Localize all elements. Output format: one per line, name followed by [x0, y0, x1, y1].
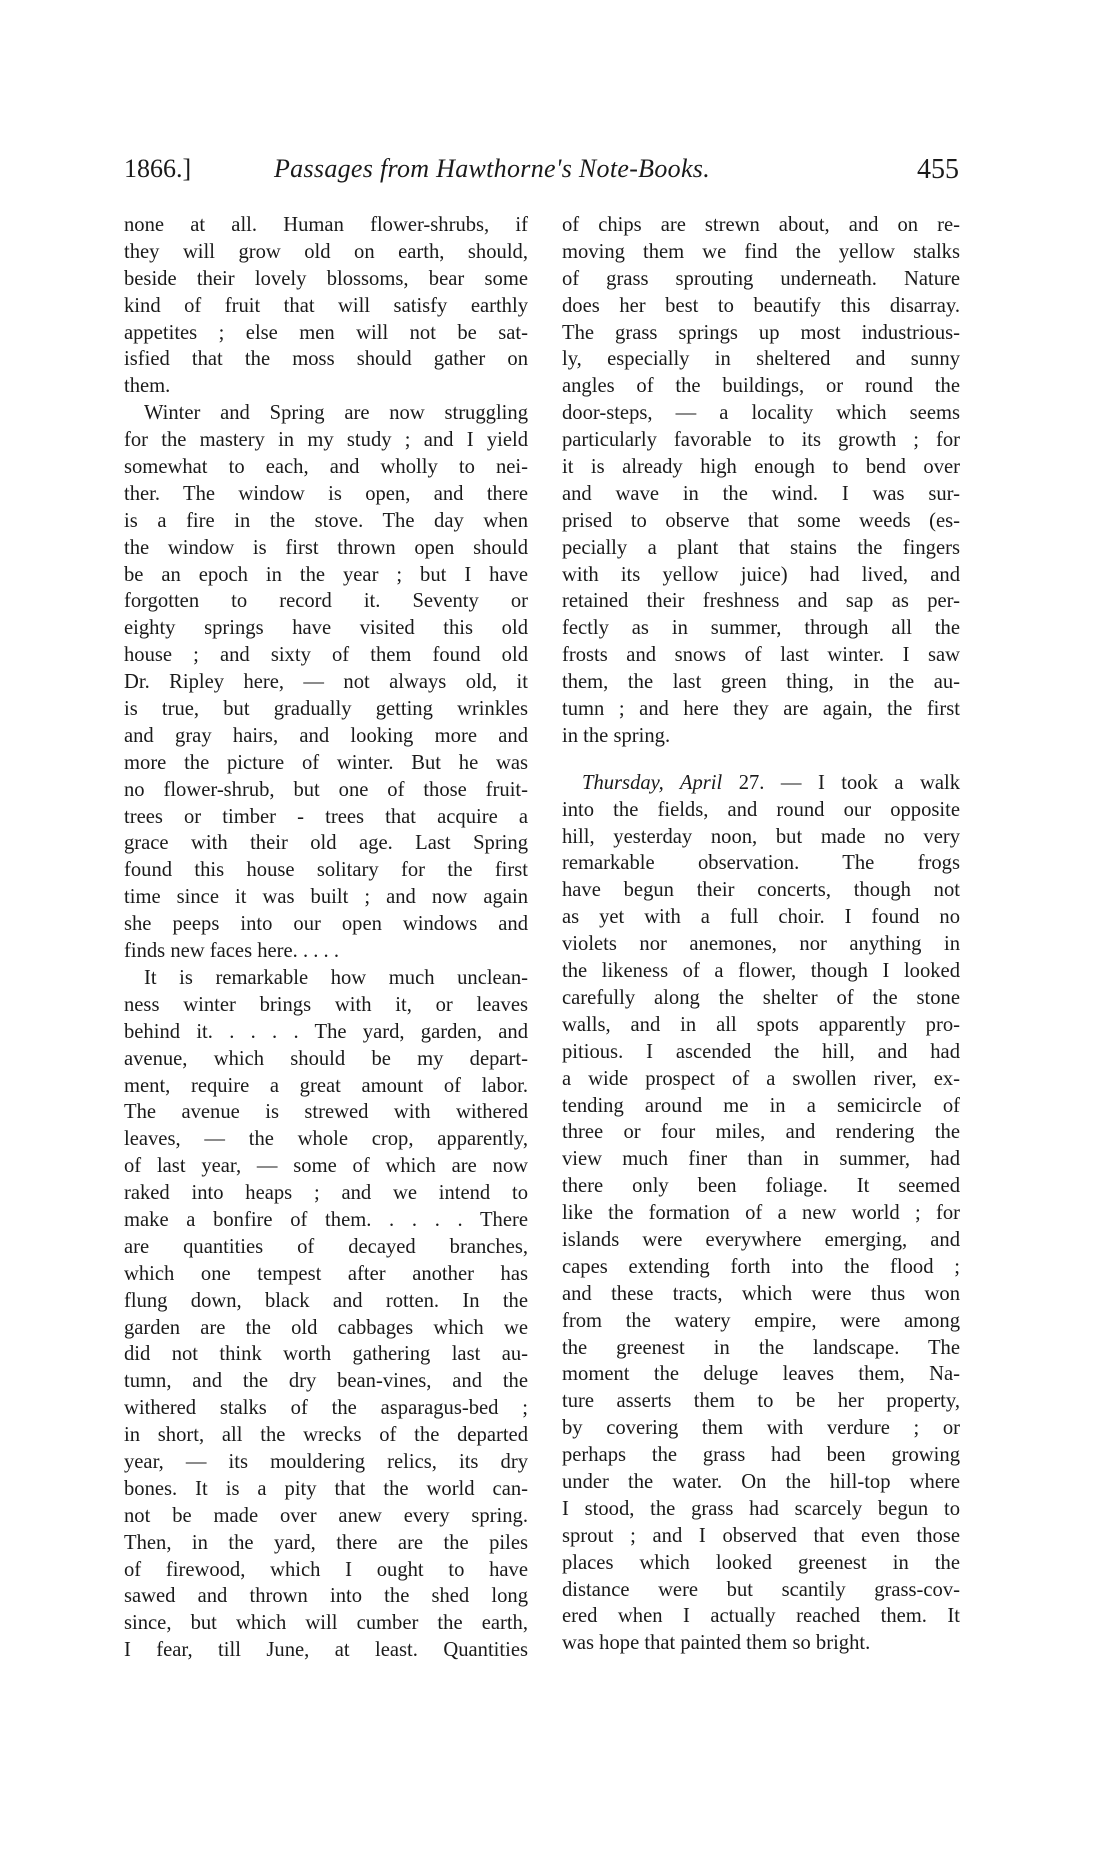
- text-line: raked into heaps ; and we intend to: [124, 1182, 528, 1205]
- text-line: into the fields, and round our opposite: [562, 798, 960, 821]
- text-line: tumn, and the dry bean-vines, and the: [124, 1370, 528, 1393]
- text-line: capes extending forth into the flood ;: [562, 1255, 960, 1278]
- text-line: in short, all the wrecks of the departed: [124, 1424, 528, 1447]
- text-line: frosts and snows of last winter. I saw: [562, 644, 960, 667]
- paragraph-gap: [562, 750, 960, 770]
- text-line: a wide prospect of a swollen river, ex-: [562, 1067, 960, 1090]
- text-line: and gray hairs, and looking more and: [124, 724, 528, 747]
- text-line: pecially a plant that stains the fingers: [562, 536, 960, 559]
- text-line: the likeness of a flower, though I looked: [562, 960, 960, 983]
- text-line: ly, especially in sheltered and sunny: [562, 348, 960, 371]
- text-line: sawed and thrown into the shed long: [124, 1585, 528, 1608]
- text-line: from the watery empire, were among: [562, 1309, 960, 1332]
- left-column: [124, 212, 528, 1664]
- text-line: have begun their concerts, though not: [562, 879, 960, 902]
- text-line: leaves, — the whole crop, apparently,: [124, 1128, 528, 1151]
- text-line: forgotten to record it. Seventy or: [124, 590, 528, 613]
- text-line: them.: [124, 375, 171, 398]
- text-line: kind of fruit that will satisfy earthly: [124, 294, 528, 317]
- text-line: behind it. . . . . The yard, garden, and: [124, 1020, 528, 1043]
- text-line: three or four miles, and rendering the: [562, 1121, 960, 1144]
- text-line: as yet with a full choir. I found no: [562, 906, 960, 929]
- text-line: them, the last green thing, in the au-: [562, 671, 960, 694]
- text-line: flung down, black and rotten. In the: [124, 1289, 528, 1312]
- text-line: the window is first thrown open should: [124, 536, 528, 559]
- text-line: be an epoch in the year ; but I have: [124, 563, 528, 586]
- text-line: is a fire in the stove. The day when: [124, 509, 528, 532]
- text-line: islands were everywhere emerging, and: [562, 1228, 960, 1251]
- text-line: distance were but scantily grass-cov-: [562, 1578, 960, 1601]
- text-line: Winter and Spring are now struggling: [144, 402, 528, 425]
- text-line: are quantities of decayed branches,: [124, 1235, 528, 1258]
- text-line: no flower-shrub, but one of those fruit-: [124, 778, 528, 801]
- text-line: not be made over anew every spring.: [124, 1504, 528, 1527]
- text-line: ther. The window is open, and there: [124, 482, 528, 505]
- text-line: isfied that the moss should gather on: [124, 348, 528, 371]
- text-line: of chips are strewn about, and on re-: [562, 214, 960, 236]
- text-line: is true, but gradually getting wrinkles: [124, 698, 528, 721]
- text-line: of last year, — some of which are now: [124, 1155, 528, 1178]
- journal-entry-heading: [562, 770, 960, 797]
- text-line: more the picture of winter. But he was: [124, 751, 528, 774]
- text-line: tumn ; and here they are again, the first: [562, 698, 960, 721]
- text-line: ment, require a great amount of labor.: [124, 1074, 528, 1097]
- text-line: garden are the old cabbages which we: [124, 1316, 528, 1339]
- text-line: It is remarkable how much unclean-: [144, 966, 528, 989]
- text-line: pitious. I ascended the hill, and had: [562, 1040, 960, 1063]
- text-line: fectly as in summer, through all the: [562, 617, 960, 640]
- text-line: beside their lovely blossoms, bear some: [124, 267, 528, 290]
- text-line: year, — its mouldering relics, its dry: [124, 1450, 528, 1473]
- text-line: which one tempest after another has: [124, 1262, 528, 1285]
- text-line: for the mastery in my study ; and I yield: [124, 429, 528, 452]
- text-line: Dr. Ripley here, — not always old, it: [124, 671, 528, 694]
- text-line: carefully along the shelter of the stone: [562, 986, 960, 1009]
- text-line: of grass sprouting underneath. Nature: [562, 267, 960, 290]
- text-line: Then, in the yard, there are the piles: [124, 1531, 528, 1554]
- text-line: I stood, the grass had scarcely begun to: [562, 1497, 960, 1520]
- text-line: prised to observe that some weeds (es-: [562, 509, 960, 532]
- text-line: I fear, till June, at least. Quantities: [124, 1639, 528, 1662]
- text-line: appetites ; else men will not be sat-: [124, 321, 528, 344]
- entry-date: Thursday, April: [582, 771, 723, 794]
- text-line: ness winter brings with it, or leaves: [124, 993, 528, 1016]
- text-line: moving them we find the yellow stalks: [562, 240, 960, 263]
- text-line: The grass springs up most industrious-: [562, 321, 960, 344]
- text-line: violets nor anemones, nor anything in: [562, 933, 960, 956]
- text-line: trees or timber - trees that acquire a: [124, 805, 528, 828]
- text-line: retained their freshness and sap as per-: [562, 590, 960, 613]
- running-header: [124, 154, 959, 190]
- text-line: the greenest in the landscape. The: [562, 1336, 960, 1359]
- text-line: under the water. On the hill-top where: [562, 1470, 960, 1493]
- text-line: sprout ; and I observed that even those: [562, 1524, 960, 1547]
- entry-day-text: 27. — I took a walk: [722, 771, 960, 794]
- header-title: Passages from Hawthorne's Note-Books.: [274, 154, 711, 183]
- text-line: was hope that painted them so bright.: [562, 1632, 871, 1655]
- text-line: ture asserts them to be her property,: [562, 1390, 960, 1413]
- text-line: ered when I actually reached them. It: [562, 1605, 960, 1628]
- text-line: by covering them with verdure ; or: [562, 1417, 960, 1440]
- text-line: eighty springs have visited this old: [124, 617, 528, 640]
- text-line: there only been foliage. It seemed: [562, 1175, 960, 1198]
- text-line: avenue, which should be my depart-: [124, 1047, 528, 1070]
- right-column: [562, 212, 960, 1657]
- text-line: perhaps the grass had been growing: [562, 1444, 960, 1467]
- text-line: bones. It is a pity that the world can-: [124, 1477, 528, 1500]
- text-line: moment the deluge leaves them, Na-: [562, 1363, 960, 1386]
- text-line: she peeps into our open windows and: [124, 913, 528, 936]
- text-line: and these tracts, which were thus won: [562, 1282, 960, 1305]
- text-line: finds new faces here. . . . .: [124, 940, 340, 963]
- text-line: of firewood, which I ought to have: [124, 1558, 528, 1581]
- text-line: grace with their old age. Last Spring: [124, 832, 528, 855]
- text-line: The avenue is strewed with withered: [124, 1101, 528, 1124]
- text-line: view much finer than in summer, had: [562, 1148, 960, 1171]
- text-line: none at all. Human flower-shrubs, if: [124, 214, 528, 236]
- text-line: did not think worth gathering last au-: [124, 1343, 528, 1366]
- text-line: in the spring.: [562, 724, 671, 747]
- text-line: places which looked greenest in the: [562, 1551, 960, 1574]
- text-line: particularly favorable to its growth ; for: [562, 429, 960, 452]
- text-line: remarkable observation. The frogs: [562, 852, 960, 875]
- text-line: make a bonfire of them. . . . . There: [124, 1208, 528, 1231]
- text-line: time since it was built ; and now again: [124, 886, 528, 909]
- text-line: house ; and sixty of them found old: [124, 644, 528, 667]
- header-year: 1866.]: [124, 154, 192, 183]
- text-line: hill, yesterday noon, but made no very: [562, 825, 960, 848]
- text-line: angles of the buildings, or round the: [562, 375, 960, 398]
- page-number: 455: [917, 154, 959, 185]
- text-line: does her best to beautify this disarray.: [562, 294, 960, 317]
- text-line: walls, and in all spots apparently pro-: [562, 1013, 960, 1036]
- text-line: found this house solitary for the first: [124, 859, 528, 882]
- text-line: with its yellow juice) had lived, and: [562, 563, 960, 586]
- text-line: withered stalks of the asparagus-bed ;: [124, 1397, 528, 1420]
- text-line: they will grow old on earth, should,: [124, 240, 528, 263]
- text-line: it is already high enough to bend over: [562, 456, 960, 479]
- text-line: tending around me in a semicircle of: [562, 1094, 960, 1117]
- text-line: and wave in the wind. I was sur-: [562, 482, 960, 505]
- text-line: since, but which will cumber the earth,: [124, 1612, 528, 1635]
- text-line: somewhat to each, and wholly to nei-: [124, 456, 528, 479]
- text-line: door-steps, — a locality which seems: [562, 402, 960, 425]
- text-line: like the formation of a new world ; for: [562, 1202, 960, 1225]
